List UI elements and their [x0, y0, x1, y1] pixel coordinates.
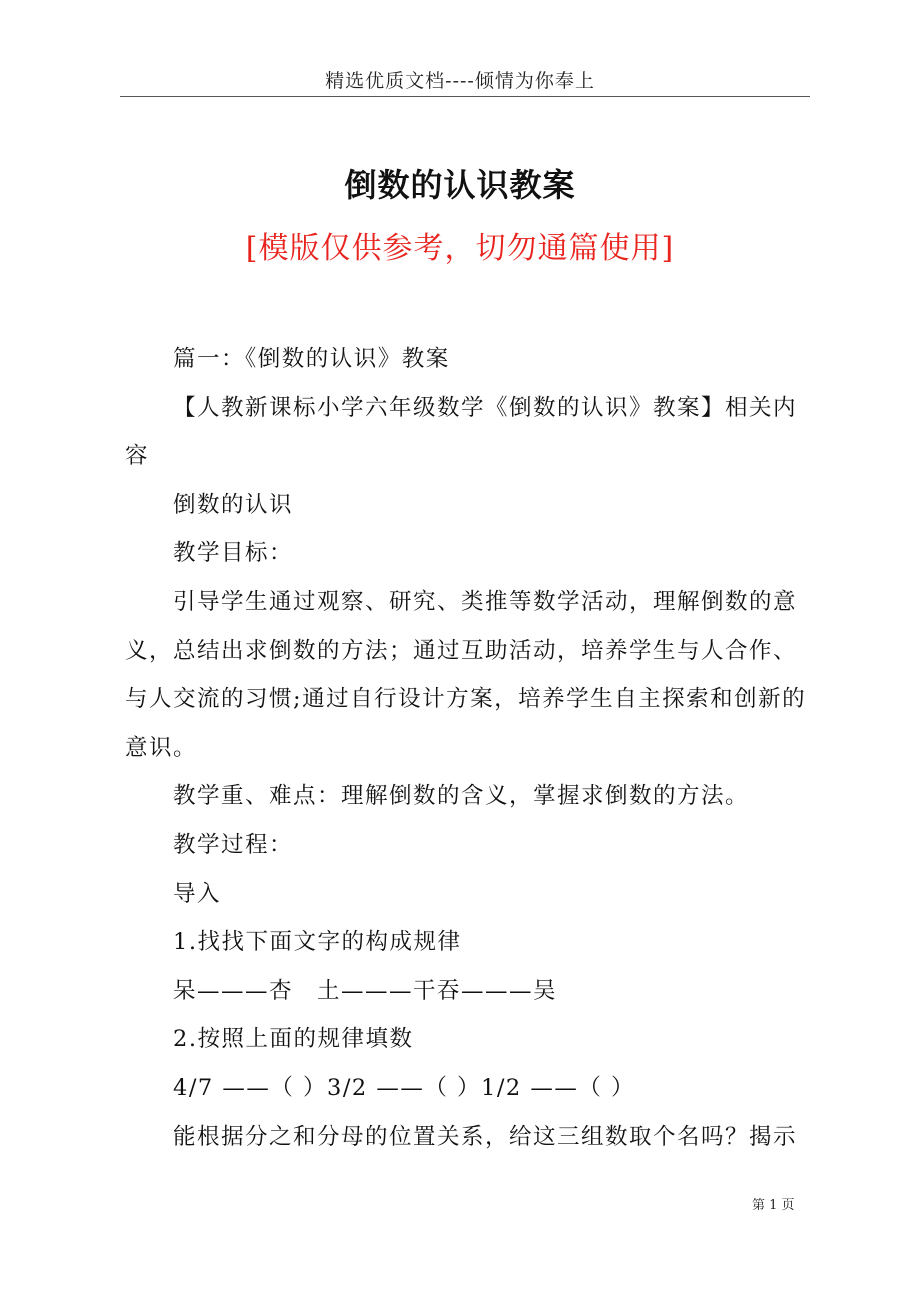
paragraph: 教学过程：	[173, 831, 294, 858]
paragraph: 篇一：《倒数的认识》教案	[173, 346, 450, 372]
paragraph: 4/7 ——（ ）3/2 ——（ ）1/2 ——（ ）	[173, 1074, 636, 1101]
paragraph: 能根据分之和分母的位置关系，给这三组数取个名吗？揭示	[173, 1123, 798, 1150]
page-number: 第 1 页	[752, 1198, 795, 1213]
paragraph: 呆———杏 土———干吞———吴	[173, 977, 558, 1004]
paragraph: 教学目标：	[173, 540, 294, 567]
document-title: 倒数的认识教案	[344, 166, 576, 204]
paragraph: 【人教新课标小学六年级数学《倒数的认识》教案】相关内容	[125, 394, 798, 470]
document-subtitle: [模版仅供参考，切勿通篇使用]	[245, 231, 675, 266]
page-header: 精选优质文档----倾情为你奉上	[325, 70, 595, 92]
paragraph: 2.按照上面的规律填数	[173, 1026, 414, 1053]
paragraph: 倒数的认识	[173, 491, 294, 518]
document-body	[125, 335, 810, 1161]
paragraph: 引导学生通过观察、研究、类推等数学活动，理解倒数的意义，总结出求倒数的方法；通过互助活动，培养学生与人合作、与人交流的习惯;通过自行设计方案，培养学生自主探索和创新的意识。	[125, 588, 807, 761]
paragraph: 导入	[173, 880, 222, 907]
paragraph: 教学重、难点：理解倒数的含义，掌握求倒数的方法。	[173, 783, 750, 810]
header-divider	[120, 96, 810, 97]
paragraph: 1.找找下面文字的构成规律	[173, 929, 462, 956]
